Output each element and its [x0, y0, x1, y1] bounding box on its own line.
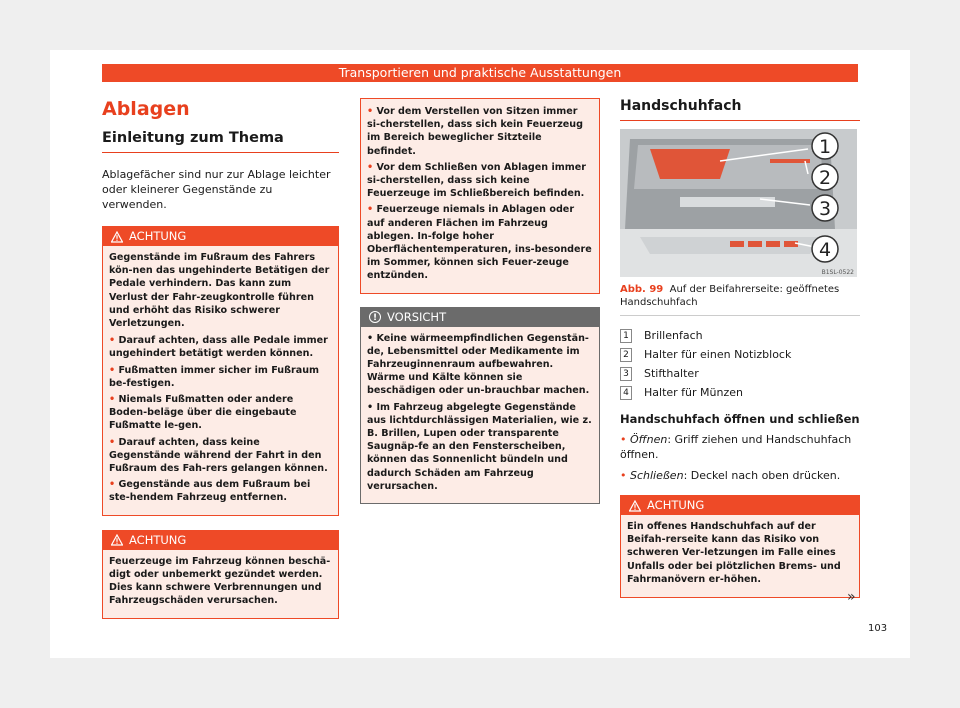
- warning-box-lighters: [102, 530, 339, 620]
- figure-caption: [620, 283, 860, 316]
- warning-box-pedals: [102, 226, 339, 516]
- list-item: • Vor dem Verstellen von Sitzen immer si-cherstellen, dass sich kein Feuerzeug im Bereich beweglicher Sitzteile befindet.: [367, 106, 584, 157]
- list-item: • Vor dem Schließen von Ablagen immer si-cherstellen, dass sich keine Feuerzeuge im Schließbereich befinden.: [367, 161, 586, 200]
- info-icon: !: [369, 311, 381, 323]
- caution-box: [360, 307, 600, 504]
- list-item: • Niemals Fußmatten oder andere Boden-beläge über die eingebaute Fußmatte le-gen.: [109, 394, 297, 432]
- figure-code: B1SL-0522: [821, 269, 854, 276]
- figure-caption-text: Auf der Beifahrerseite: geöffnetes Handschuhfach: [620, 284, 840, 308]
- section-title: Handschuhfach: [620, 98, 860, 121]
- warning-body: [361, 99, 599, 293]
- callout-label: 3: [818, 198, 832, 220]
- warning-icon: [629, 500, 641, 512]
- open-instruction: • Öffnen: Griff ziehen und Handschuhfach öffnen.: [620, 433, 852, 461]
- callout-label: 1: [818, 136, 832, 158]
- subheading: Handschuhfach öffnen und schließen: [620, 412, 860, 426]
- warning-header: [103, 227, 338, 246]
- list-item: • Gegenstände aus dem Fußraum bei ste-hendem Fahrzeug entfernen.: [109, 479, 311, 504]
- warning-text: Feuerzeuge im Fahrzeug können beschä-digt oder unbemerkt gezündet werden. Dies kann schwere Verbrennungen und Fahrzeugschäden verursachen.: [109, 555, 331, 607]
- callout-label: 4: [818, 239, 832, 261]
- close-instruction: • Schließen: Deckel nach oben drücken.: [620, 469, 841, 482]
- column-middle: [360, 98, 600, 504]
- list-item: • Keine wärmeempfindlichen Gegenstän-de, Lebensmittel oder Medikamente im Fahrzeuginnenraum aufbewahren. Wärme und Kälte können sie beschädigen oder un-brauchbar machen.: [367, 332, 590, 397]
- caution-body: [361, 327, 599, 503]
- list-item: 2 Halter für einen Notizblock: [620, 345, 860, 364]
- warning-label: ACHTUNG: [129, 532, 187, 547]
- warning-lead: Gegenstände im Fußraum des Fahrers kön-nen das ungehinderte Betätigen der Pedale verhindern. Das kann zum Verlust der Fahr-zeugkontrolle führen und erhöht das Risiko schwerer Verletzungen.: [109, 252, 330, 330]
- figure-number: Abb. 99: [620, 284, 664, 295]
- warning-text: Ein offenes Handschuhfach auf der Beifah-rerseite kann das Risiko von schweren Ver-letzungen im Falle eines Unfalls oder bei plötzlichen Brems- und Fahrmanövern er-höhen.: [627, 521, 841, 585]
- list-item: • Feuerzeuge niemals in Ablagen oder auf anderen Flächen im Fahrzeug ablegen. In-folge hoher Oberflächentemperaturen, ins-besondere im Sommer, können sich Feuer-zeuge entzünden.: [367, 204, 592, 282]
- warning-header: [103, 531, 338, 550]
- warning-box-glovebox: [620, 495, 860, 598]
- section-title: Ablagen: [102, 98, 190, 120]
- column-right: [620, 98, 860, 598]
- warning-box-continued: [360, 98, 600, 294]
- list-item: 3 Stifthalter: [620, 364, 860, 383]
- column-left: [102, 98, 339, 619]
- glovebox-figure: [620, 129, 857, 277]
- warning-label: ACHTUNG: [647, 498, 705, 512]
- warning-icon: [111, 534, 123, 546]
- list-item: 4 Halter für Münzen: [620, 383, 860, 402]
- glovebox-illustration: [620, 129, 857, 277]
- callout-label: 2: [818, 167, 832, 189]
- list-item: 1 Brillenfach: [620, 326, 860, 345]
- list-item: • Darauf achten, dass alle Pedale immer ungehindert betätigt werden können.: [109, 335, 328, 360]
- list-item: • Im Fahrzeug abgelegte Gegenstände aus lichtdurchlässigen Materialien, wie z. B. Brillen, Lupen oder transparente Saugnäp-fe an den Fensterscheiben, können das Sonnenlicht bündeln und dadurch Schäden am Fahrzeug verursachen.: [367, 401, 592, 492]
- list-item: • Darauf achten, dass keine Gegenstände während der Fahrt in den Fußraum des Fah-rers gelangen können.: [109, 436, 328, 475]
- page-number: 103: [868, 623, 888, 634]
- warning-label: ACHTUNG: [129, 229, 187, 243]
- caution-header: [361, 308, 599, 327]
- warning-body: [103, 550, 338, 619]
- list-item: • Fußmatten immer sicher im Fußraum be-festigen.: [109, 364, 320, 389]
- warning-body: [621, 515, 859, 597]
- manual-page: [50, 50, 910, 658]
- caution-label: VORSICHT: [387, 309, 447, 324]
- section-subtitle: Einleitung zum Thema: [102, 130, 339, 153]
- chapter-header: Transportieren und praktische Ausstattungen: [102, 64, 858, 82]
- warning-icon: [111, 231, 123, 243]
- continue-mark: »: [847, 589, 856, 605]
- figure-legend: [620, 326, 860, 402]
- warning-body: [103, 246, 338, 515]
- intro-text: Ablagefächer sind nur zur Ablage leichter oder kleinerer Gegenstände zu verwenden.: [102, 168, 331, 211]
- warning-header: [621, 496, 859, 515]
